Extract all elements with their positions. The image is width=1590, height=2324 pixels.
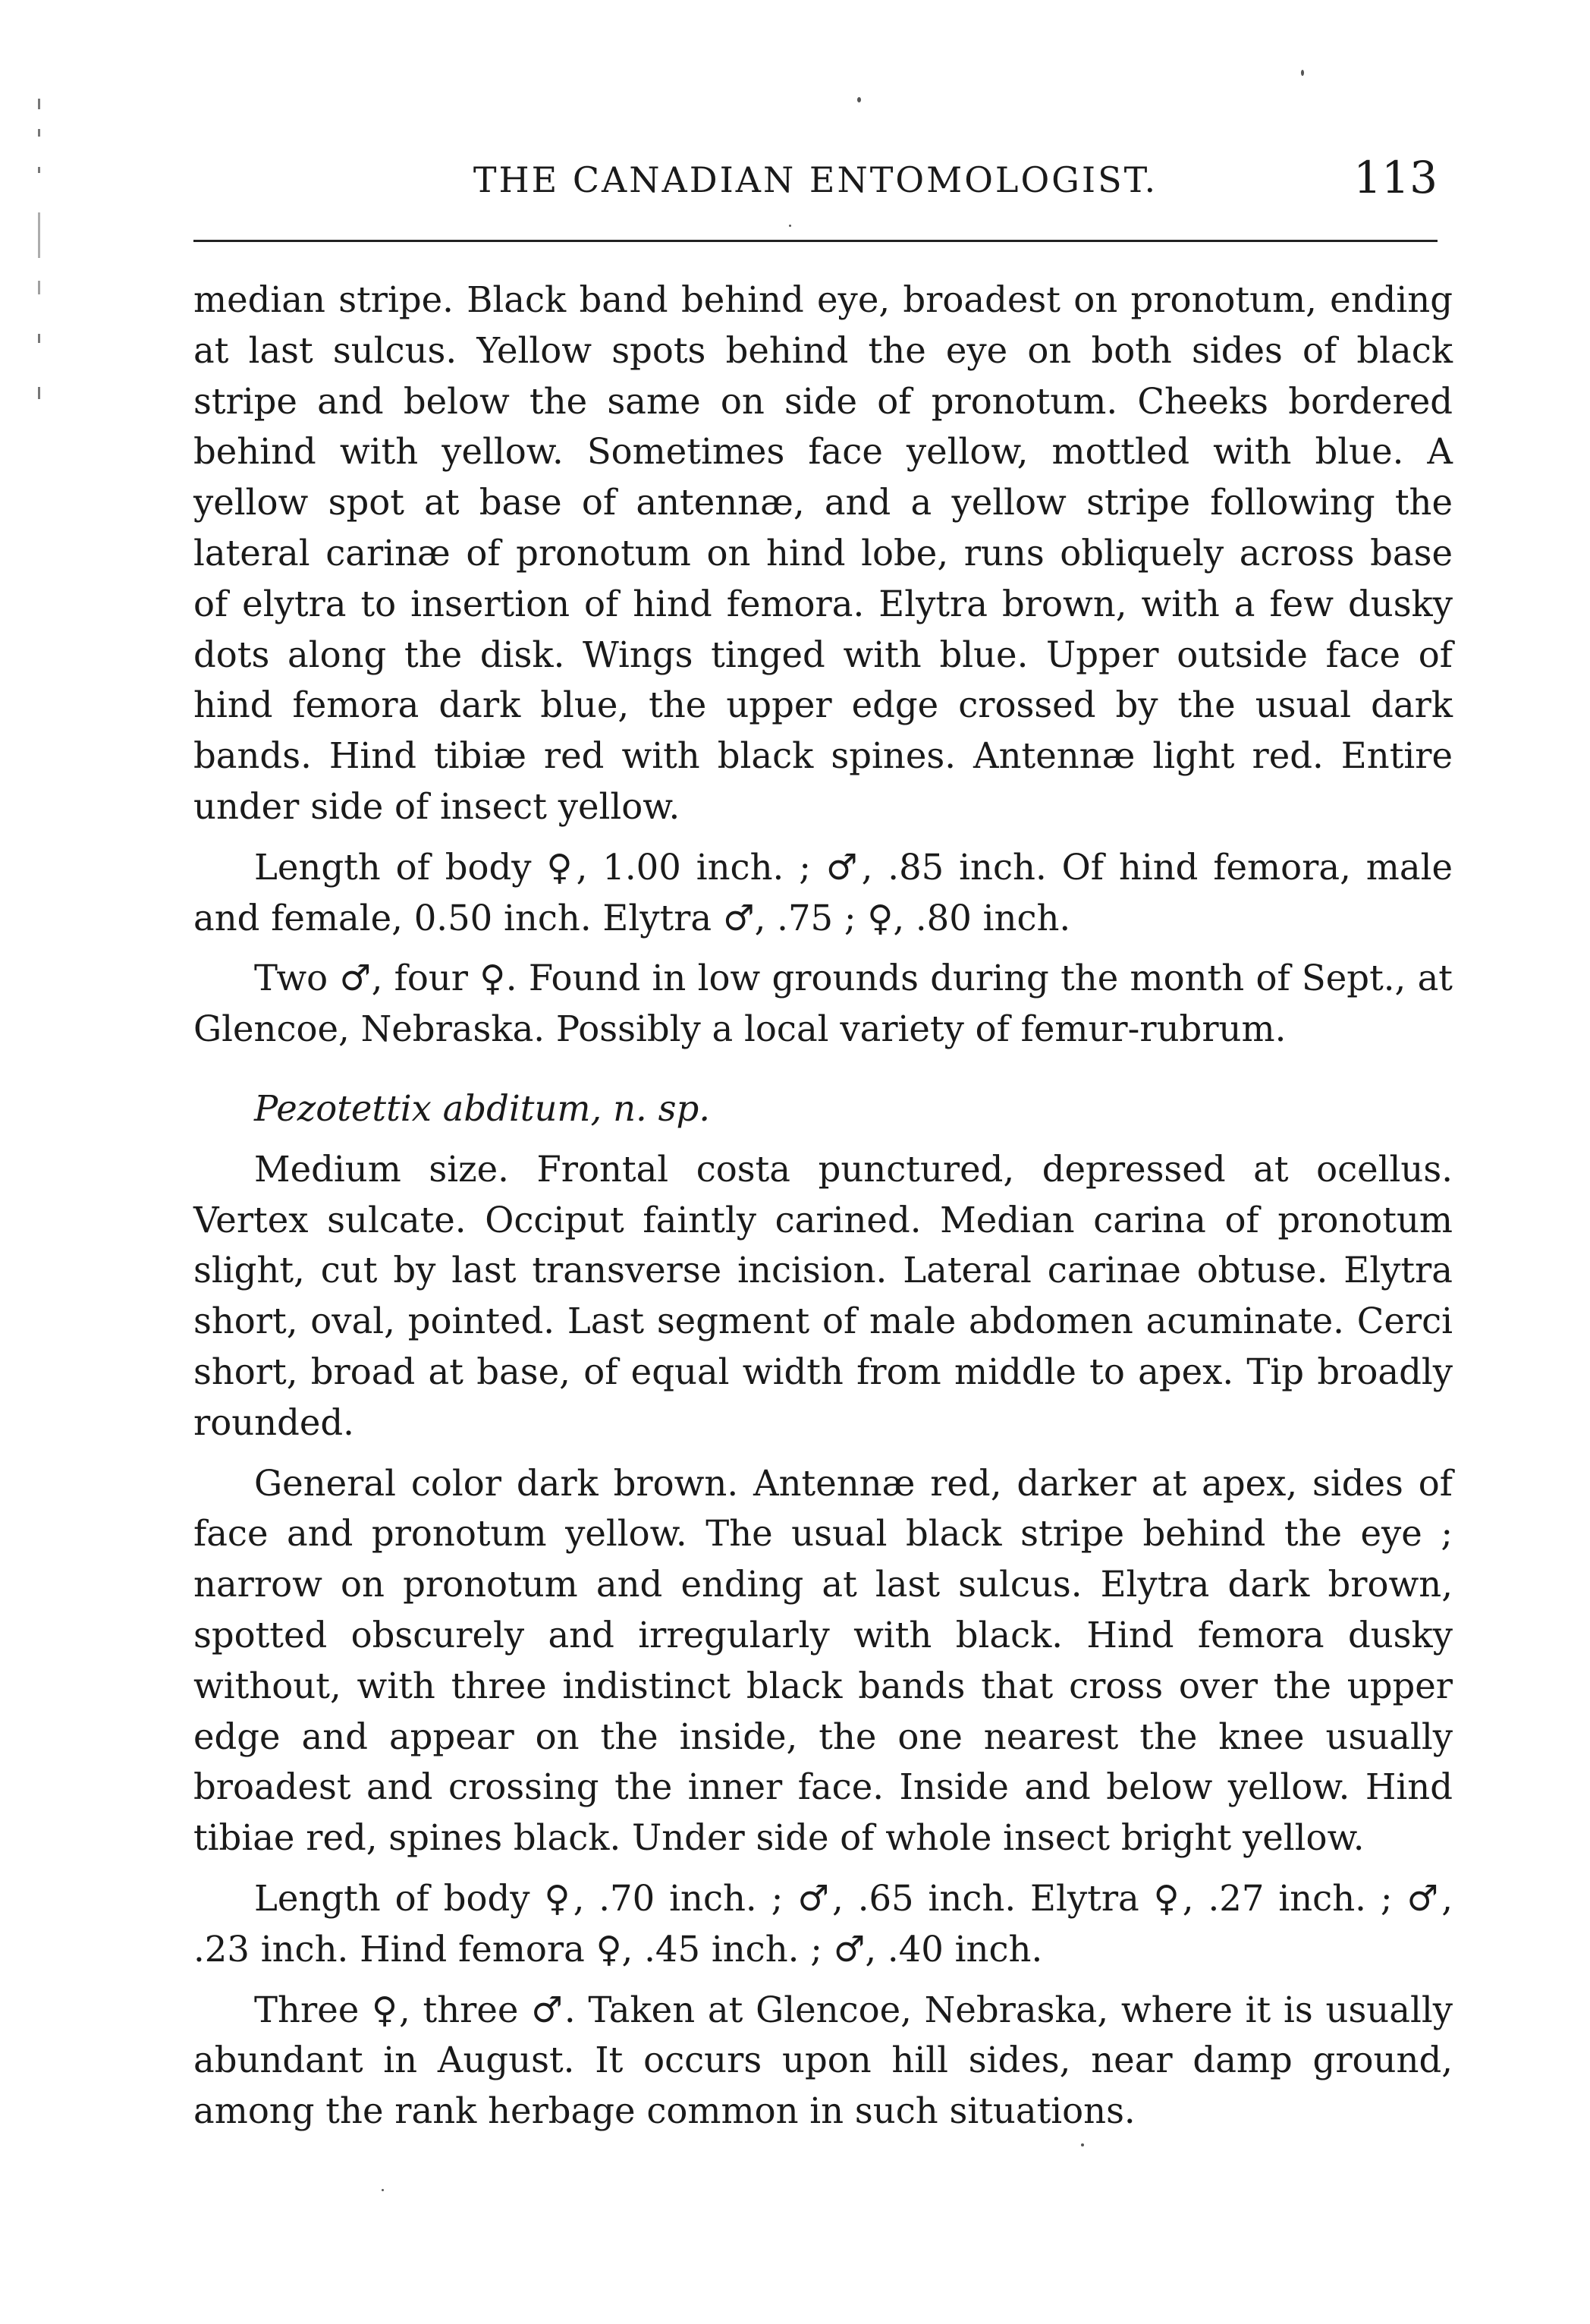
header-rule	[193, 240, 1438, 242]
scan-speck	[789, 225, 791, 227]
body-text	[193, 275, 1453, 2146]
page-number: 113	[1353, 152, 1438, 203]
paragraph: Two ♂, four ♀. Found in low grounds during the month of Sept., at Glencoe, Nebraska. Possibly a local variety of femur-rubrum.	[193, 958, 1453, 1050]
scan-speck	[1301, 70, 1304, 76]
scan-speck	[857, 97, 861, 102]
running-header	[193, 152, 1438, 212]
paragraph: Medium size. Frontal costa punctured, depressed at ocellus. Vertex sulcate. Occiput faintly carined. Median carina of pronotum slight, cut by last transverse incision. Lateral carinae obtuse. Elytra short, oval, pointed. Last segment of male abdomen acuminate. Cerci short, broad at base, of equal width from middle to apex. Tip broadly rounded.	[193, 1148, 1453, 1443]
paragraph: Three ♀, three ♂. Taken at Glencoe, Nebraska, where it is usually abundant in August. It occurs upon hill sides, near damp ground, among the rank herbage common in such situations.	[193, 1989, 1453, 2132]
paragraph: General color dark brown. Antennæ red, darker at apex, sides of face and pronotum yellow. The usual black stripe behind the eye ; narrow on pronotum and ending at last sulcus. Elytra dark brown, spotted obscurely and irregularly with black. Hind femora dusky without, with three indistinct black bands that cross over the upper edge and appear on the inside, the one nearest the knee usually broadest and crossing the inner face. Inside and below yellow. Hind tibiae red, spines black. Under side of whole insect bright yellow.	[193, 1462, 1453, 1859]
scan-speck	[382, 2189, 384, 2191]
paragraph: Length of body ♀, .70 inch. ; ♂, .65 inch. Elytra ♀, .27 inch. ; ♂, .23 inch. Hind femora ♀, .45 inch. ; ♂, .40 inch.	[193, 1877, 1453, 1970]
running-title: THE CANADIAN ENTOMOLOGIST.	[473, 159, 1158, 200]
scan-edge-marks	[30, 83, 52, 410]
species-heading: Pezotettix abditum, n. sp.	[254, 1087, 711, 1129]
paragraph: Length of body ♀, 1.00 inch. ; ♂, .85 inch. Of hind femora, male and female, 0.50 inch. Elytra ♂, .75 ; ♀, .80 inch.	[193, 846, 1453, 939]
paragraph: median stripe. Black band behind eye, broadest on pronotum, ending at last sulcus. Yellow spots behind the eye on both sides of black stripe and below the same on side of pronotum. Cheeks bordered behind with yellow. Sometimes face yellow, mottled with blue. A yellow spot at base of antennæ, and a yellow stripe following the lateral carinæ of pronotum on hind lobe, runs obliquely across base of elytra to insertion of hind femora. Elytra brown, with a few dusky dots along the disk. Wings tinged with blue. Upper outside face of hind femora dark blue, the upper edge crossed by the usual dark bands. Hind tibiæ red with black spines. Antennæ light red. Entire under side of insect yellow.	[193, 279, 1453, 827]
